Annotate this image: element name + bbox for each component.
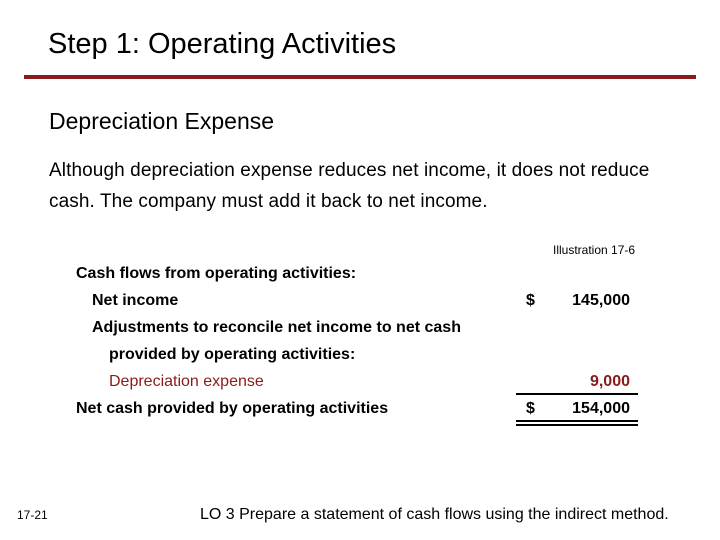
net-income-currency: $ <box>526 292 535 309</box>
adjustments-label-line1: Adjustments to reconcile net income to net cash <box>92 319 461 336</box>
depreciation-amount: 9,000 <box>589 373 630 390</box>
net-income-amount: 145,000 <box>572 292 630 309</box>
total-rule-upper <box>516 420 638 422</box>
adjustments-label-line2: provided by operating activities: <box>109 346 356 363</box>
net-cash-label: Net cash provided by operating activities <box>76 400 389 417</box>
net-income-label: Net income <box>92 292 179 309</box>
net-cash-amount: 154,000 <box>572 400 630 417</box>
section-heading: Depreciation Expense <box>49 108 275 134</box>
total-rule-lower <box>516 424 638 426</box>
learning-objective: LO 3 Prepare a statement of cash flows using the indirect method. <box>200 506 669 523</box>
slide-title: Step 1: Operating Activities <box>48 28 397 60</box>
slide-number: 17-21 <box>17 508 48 522</box>
depreciation-label: Depreciation expense <box>109 373 264 390</box>
title-divider <box>24 75 696 79</box>
net-cash-currency: $ <box>526 400 535 417</box>
cash-flow-header: Cash flows from operating activities: <box>76 265 357 282</box>
illustration-label: Illustration 17-6 <box>553 243 636 257</box>
body-paragraph: Although depreciation expense reduces net income, it does not reduce cash. The company must add it back to net income. <box>49 160 650 212</box>
subtotal-rule <box>516 393 638 395</box>
